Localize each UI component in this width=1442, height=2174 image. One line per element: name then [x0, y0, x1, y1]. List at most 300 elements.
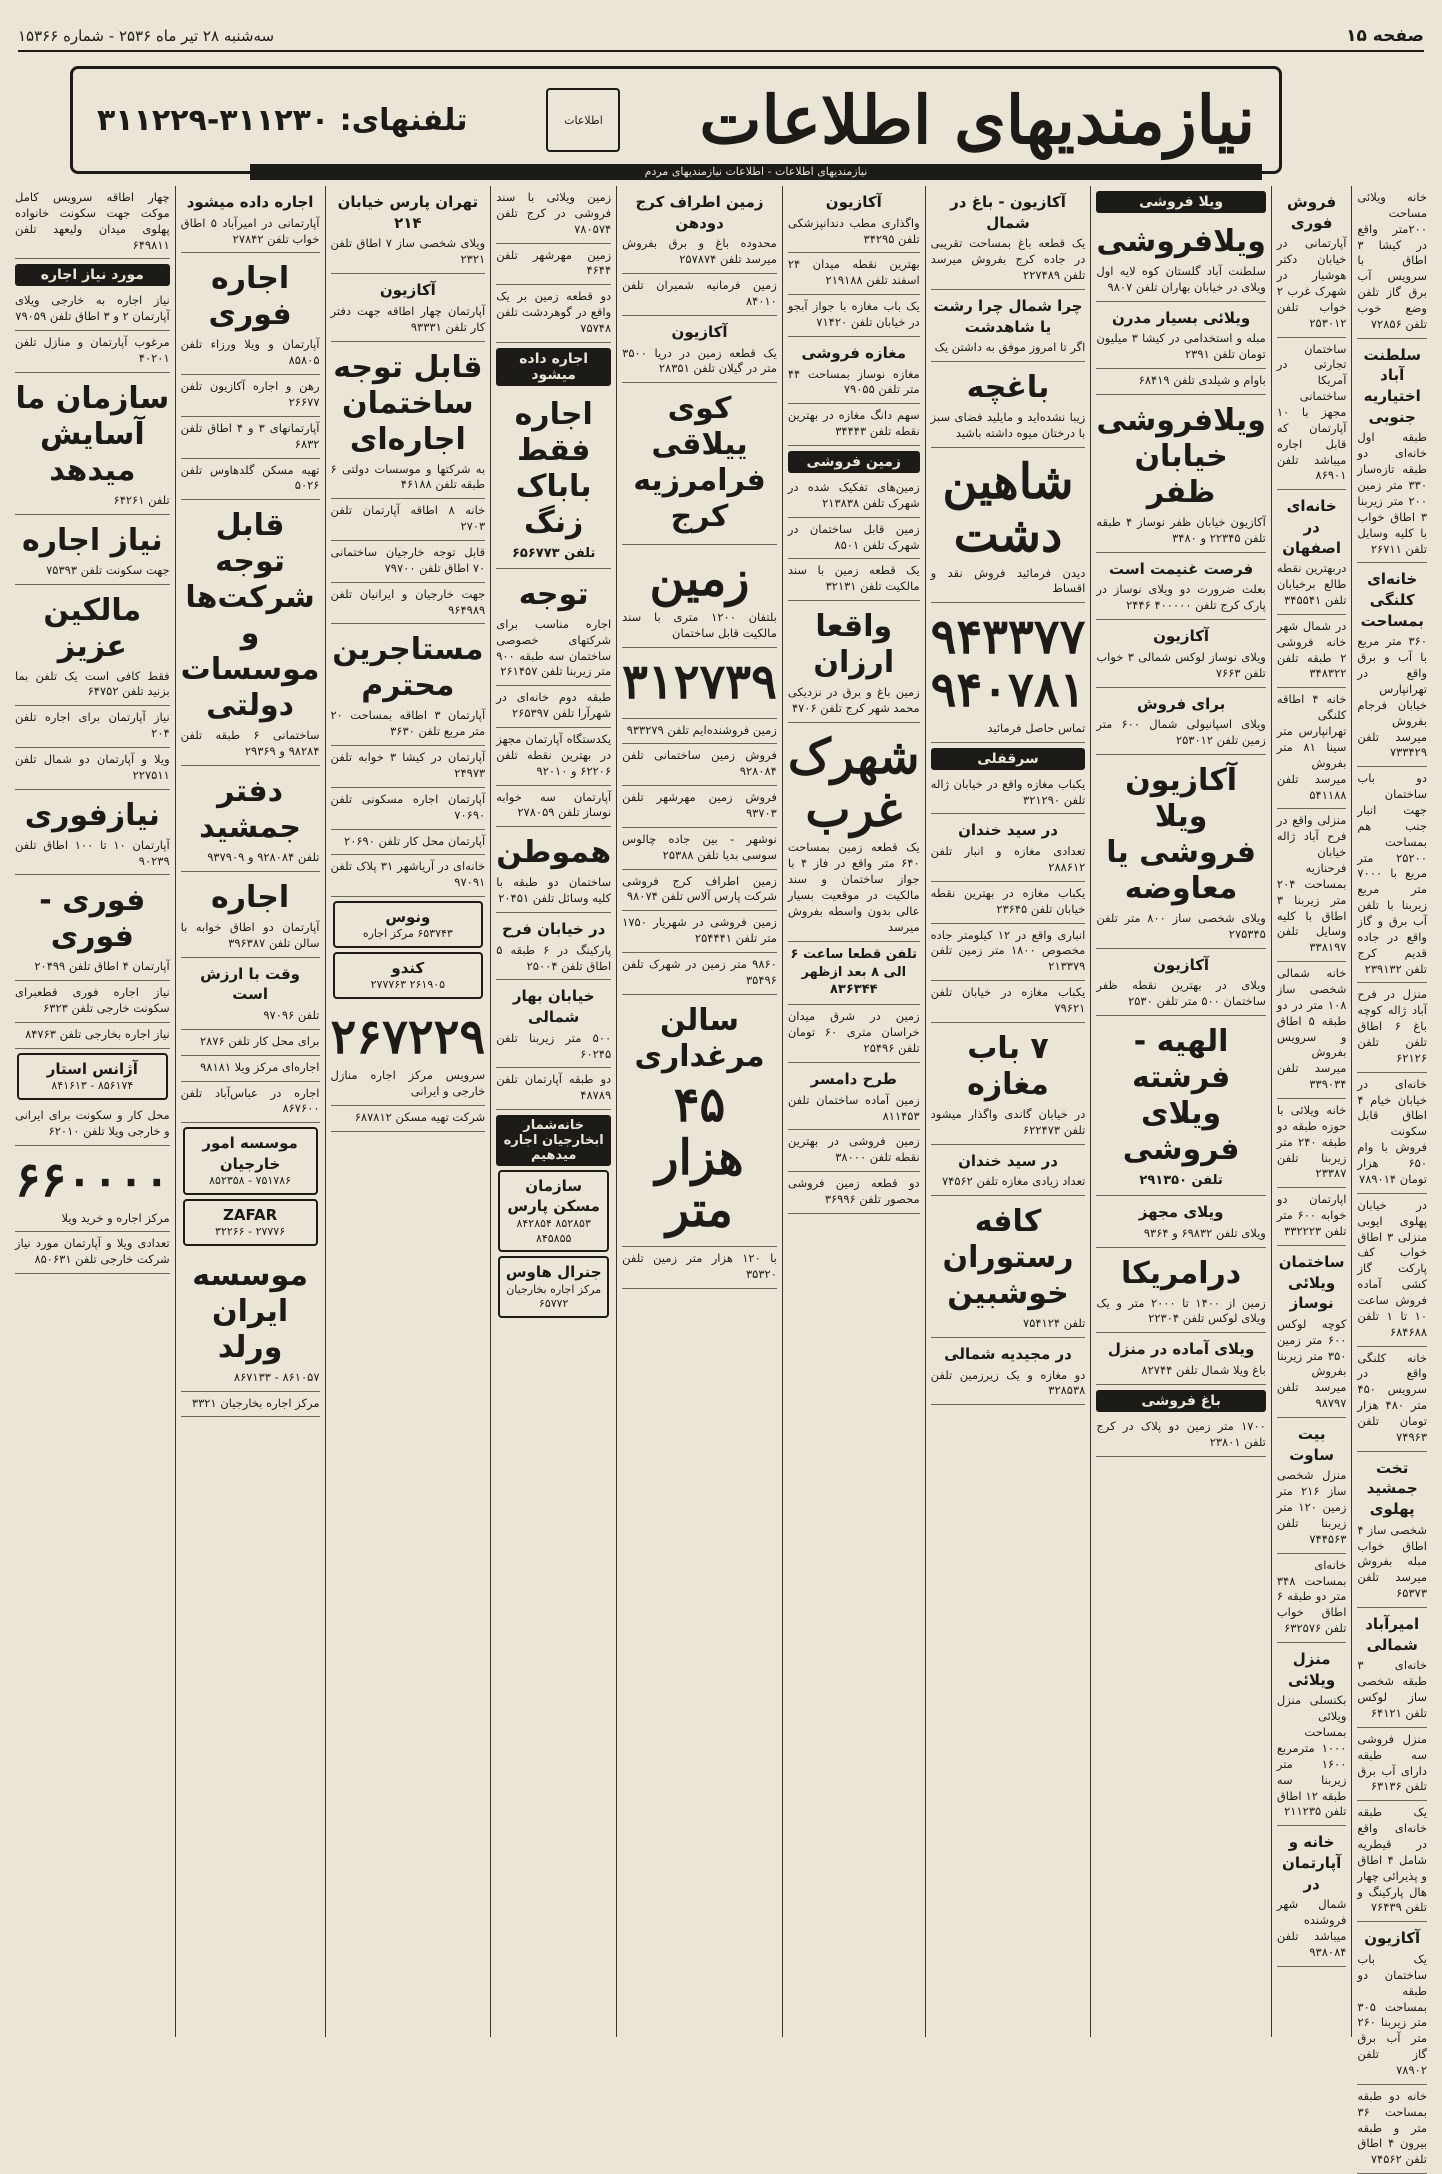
classified-ad: [1277, 186, 1347, 338]
ad-headline: در خیابان فرح: [501, 919, 606, 938]
ad-body: منزل شخصی ساز ۲۱۶ متر زمین ۱۲۰ متر زیربنا تلفن ۷۴۴۵۶۳: [1276, 1468, 1347, 1546]
ad-big-headline: قابل توجه ساختمان اجاره‌ای: [333, 349, 483, 457]
ad-body: اجاره‌ای مرکز ویلا ۹۸۱۸۱: [200, 1059, 320, 1074]
ad-body: واگذاری مطب دندانپزشکی تلفن ۳۴۲۹۵: [787, 215, 920, 246]
ad-body: آپارتمانهای ۳ و ۴ اطاق تلفن ۶۸۳۲: [180, 420, 320, 451]
ad-big-headline: نیازفوری: [24, 797, 160, 833]
ad-body: ۸۶۱۰۵۷ - ۸۶۷۱۳۳: [233, 1369, 320, 1384]
ad-body: شمال شهر فروشنده میباشد تلفن ۹۳۸۰۸۴: [1276, 1897, 1347, 1959]
box-ad-title: موسسه امور خارجیان: [202, 1134, 298, 1173]
box-ad-title: آژانس استار: [46, 1059, 138, 1078]
classified-ad: [15, 1104, 170, 1146]
classified-ad: [1357, 983, 1427, 1072]
classified-ad: [331, 746, 486, 788]
classified-ad: [1096, 949, 1266, 1016]
classified-ad: [1096, 302, 1266, 369]
classified-ad: [1357, 1801, 1427, 1922]
ad-body: خانه‌ای ۳ طبقه شخصی ساز لوکس تلفن ۶۴۱۲۱: [1357, 1658, 1427, 1720]
page-number: صفحه ۱۵: [1346, 26, 1424, 46]
ad-body: دربهترین نقطه طالع برخیابان تلفن ۳۴۵۵۴۱: [1276, 561, 1347, 608]
ad-body: خانه دو طبقه بمساحت ۳۶ متر و طبقه بیرون ۴ اطاق تلفن ۷۴۵۶۲: [1357, 2088, 1427, 2167]
classified-ad: [331, 186, 486, 274]
ad-headline: خانه‌ای کلنگی بمساحت: [1360, 570, 1424, 630]
classified-ad: [15, 289, 170, 331]
ad-body: زمین باغ و برق در نزدیکی محمد شهر کرج تلفن ۴۷۰۶: [787, 685, 920, 715]
ad-headline: مغازه فروشی: [801, 343, 907, 362]
classified-ad: [181, 186, 320, 253]
ad-body: ۳۶۰ متر مربع با آب و برق واقع در تهرانپارس خیابان فرجام بفروش میرسد تلفن ۷۳۳۴۲۹: [1357, 634, 1427, 760]
classified-columns: [10, 186, 1432, 2167]
ad-body: تلفن ۹۷۰۹۶: [263, 1007, 320, 1022]
classified-ad: [1357, 1608, 1427, 1728]
classified-ad: [181, 766, 320, 872]
classified-ad: [331, 624, 486, 746]
ad-body: برای محل کار تلفن ۲۸۷۶: [200, 1033, 320, 1048]
classified-ad: [622, 648, 777, 719]
ad-body: انباری واقع در ۱۲ کیلومتر جاده مخصوص ۱۸۰۰ متر زمین تلفن ۲۱۳۳۷۹: [930, 927, 1086, 974]
ad-body: زمین فروشی در شهریار ۱۷۵۰ متر تلفن ۲۵۴۴۴۱: [622, 915, 777, 946]
ad-big-headline: کافه رستوران خوشبین: [942, 1204, 1074, 1312]
ad-body: بهترین نقطه میدان ۲۴ اسفند تلفن ۲۱۹۱۸۸: [787, 257, 920, 288]
classified-ad: [181, 417, 320, 459]
classified-ad: [496, 913, 611, 980]
ad-big-headline: درامریکا: [1121, 1255, 1242, 1291]
classified-ad: [15, 1146, 170, 1233]
ad-body: تلفن ۹۲۸۰۸۴ و ۹۳۷۹۰۹: [207, 850, 320, 864]
ad-body: اجاره مناسب برای شرکتهای خصوصی ساختمان سه طبقه ۹۰۰ متر زیربنا تلفن ۲۶۱۴۵۷: [496, 616, 612, 679]
classified-ad: [181, 872, 320, 958]
ad-body: یکباب مغازه در خیابان تلفن ۷۹۶۲۱: [930, 985, 1086, 1015]
ad-body: آپارتمان اجاره مسکونی تلفن ۷۰۶۹۰: [330, 791, 486, 822]
ad-display-text: ۶۶۰۰۰۰: [14, 1151, 170, 1208]
classified-ad: [1277, 809, 1347, 962]
ad-big-headline: قابل توجه شرکت‌ها و موسسات دولتی: [180, 508, 320, 724]
column-2: [1271, 186, 1352, 2037]
classified-ad: [622, 316, 777, 383]
classified-ad: [788, 1063, 920, 1130]
ad-body: رهن و اجاره آکازیون تلفن ۲۶۶۷۷: [180, 379, 320, 409]
ad-body: اپارتمان دو خوابه ۶۰۰ متر تلفن ۳۳۲۲۲۳: [1276, 1192, 1347, 1238]
ad-big-headline: فوری - فوری: [39, 883, 146, 955]
ad-big-headline: مستاجرین محترم: [332, 632, 484, 704]
ad-big-headline: واقعا ارزان: [813, 609, 895, 681]
ad-body: یک باب مغازه با جواز آبجو در خیابان تلفن ۷۱۴۲۰: [787, 299, 920, 329]
classified-ad: [931, 1196, 1086, 1338]
classified-ad: [15, 585, 170, 707]
ad-headline: سلطنت آباد اختیاریه جنوبی: [1363, 345, 1421, 426]
classified-ad: [181, 1392, 320, 1418]
ad-body: زیبا نشده‌اید و مایلید فضای سبز با درختان میوه داشته باشید: [930, 410, 1086, 441]
ad-big-headline: ویلافروشی: [1096, 224, 1266, 259]
classified-ad: [1277, 962, 1347, 1099]
ad-body: آپارتمان چهار اطاقه جهت دفتر کار تلفن ۹۳۳۳۱: [330, 303, 486, 334]
ad-body: جهت سکونت تلفن ۷۵۳۹۳: [46, 562, 170, 577]
ad-body: خانه ویلائی با حوزه طبقه دو طبقه ۲۴۰ متر زیربنا تلفن ۲۳۳۸۷: [1276, 1102, 1347, 1181]
ad-body: یک قطعه زمین با سند مالکیت تلفن ۳۲۱۳۱: [787, 563, 920, 594]
ad-display-text: شهرک غرب: [787, 728, 920, 838]
sub-banner: نیازمندیهای اطلاعات - اطلاعات نیازمندیهای مردم: [250, 164, 1262, 180]
section-heading: اجاره داده میشود: [496, 348, 611, 386]
classified-ad: [496, 827, 611, 913]
ad-big-headline: سالن مرغداری: [634, 1002, 765, 1074]
ad-body: آپارتمان ۳ اطاقه بمساحت ۲۰ متر مربع تلفن ۳۶۳۰: [330, 708, 486, 739]
ad-headline: تهران پارس خیابان ۲۱۴: [337, 193, 479, 232]
classified-ad: [622, 186, 777, 274]
classified-ad: [622, 995, 777, 1247]
section-heading: زمین فروشی: [788, 451, 920, 473]
ad-headline: آکازیون: [1153, 955, 1210, 974]
classified-ad: [1096, 1196, 1266, 1248]
ad-big-headline: توجه: [518, 576, 589, 612]
classified-ad: [496, 244, 611, 286]
ad-body: خانه ۸ اطاقه آپارتمان تلفن ۲۷۰۳: [330, 503, 486, 534]
ad-display-text: ۳۱۲۷۳۹: [622, 653, 777, 710]
classified-ad: [622, 786, 777, 828]
ad-headline: وقت با ارزش است: [200, 964, 300, 1004]
classified-ad: [1357, 1728, 1427, 1801]
masthead-title: نیازمندیهای اطلاعات: [699, 81, 1255, 159]
classified-ad: [1277, 615, 1347, 688]
classified-ad: [931, 773, 1086, 815]
issue-date: سه‌شنبه ۲۸ تیر ماه ۲۵۳۶ - شماره ۱۵۳۶۶: [18, 27, 275, 45]
classified-ad: [622, 744, 777, 786]
banner-heading: خانه‌شمار ابخارجیان اجاره میدهیم: [496, 1115, 611, 1166]
ad-body: ویلای در بهترین نقطه ظفر ساختمان ۵۰۰ متر تلفن ۲۵۳۰: [1096, 978, 1266, 1009]
ad-display-text: ۲۶۷۲۲۹: [330, 1009, 486, 1066]
classified-ad: [788, 601, 920, 723]
ad-body: خانه‌ای در خیابان خیام ۴ اطاق قابل سکونت فروش با وام ۶۵۰ هزار تومان ۷۸۹۰۱۴: [1357, 1076, 1427, 1186]
ad-big-headline: سازمان ما آسایش میدهد: [15, 380, 170, 488]
ad-headline: ویلای مجهز: [1138, 1202, 1224, 1221]
classified-ad: [496, 186, 611, 244]
classified-ad: [931, 362, 1086, 448]
ad-body: سرویس مرکز اجاره منازل خارجی و ایرانی: [330, 1068, 486, 1098]
ad-body: با ۱۲۰ هزار متر زمین تلفن ۳۵۳۲۰: [622, 1251, 777, 1281]
ad-body: باوام و شیلدی تلفن ۶۸۴۱۹: [1138, 373, 1266, 388]
box-ad-title: کندو: [391, 959, 425, 978]
classified-ad: [1357, 1073, 1427, 1194]
ad-body: یکباب مغازه در بهترین نقطه خیابان تلفن ۲۳۶۴۵: [930, 885, 1086, 916]
ad-headline: آکازیون: [825, 193, 882, 211]
classified-ad: [931, 882, 1086, 924]
classified-ad: [181, 375, 320, 417]
box-ad-title: ZAFAR: [223, 1205, 278, 1224]
classified-ad: [496, 786, 611, 828]
ad-headline: زمین اطراف کرج دودهن: [635, 193, 764, 232]
classified-ad: [788, 1130, 920, 1172]
classified-ad: [15, 706, 170, 748]
classified-ad: [331, 788, 486, 830]
classified-ad: [1096, 216, 1266, 302]
ad-body: زمین فروشنده‌ایم تلفن ۹۳۳۲۷۹: [626, 722, 777, 737]
ad-body: تلفن ۶۴۲۶۱: [113, 492, 170, 507]
classified-ad: [1357, 186, 1427, 339]
ad-headline: فرصت غنیمت است: [1109, 559, 1254, 578]
ad-body: ۸۵۲۸۵۳ ۸۴۲۸۵۴ ۸۴۵۸۵۵: [516, 1216, 591, 1245]
ad-body: نیاز آپارتمان برای اجاره تلفن ۲۰۴: [14, 710, 170, 741]
classified-ad: [1096, 755, 1266, 949]
classified-ad: [788, 253, 920, 295]
classified-ad: [931, 814, 1086, 881]
ad-headline: خانه‌ای در اصفهان: [1282, 497, 1342, 557]
ad-body: زمین از ۱۴۰۰ تا ۲۰۰۰ متر و یک ویلای لوکس تلفن ۲۲۳۰۴: [1096, 1295, 1266, 1326]
ad-headline: فروش فوری: [1287, 193, 1337, 232]
column-6: [616, 186, 782, 2037]
ad-big-headline: الهیه - فرشته ویلای فروشی: [1122, 1024, 1240, 1168]
ad-headline: بیت ساوت: [1289, 1425, 1335, 1464]
classified-ad: [1096, 369, 1266, 395]
ad-body: به شرکتها و موسسات دولتی ۶ طبقه تلفن ۴۶۱۸۸: [330, 461, 486, 492]
boxed-advertisement: [333, 901, 484, 948]
classified-ad: [181, 1082, 320, 1124]
ad-headline: آکازیون: [671, 322, 728, 341]
classified-ad: [931, 1145, 1086, 1197]
classified-ad: [181, 1030, 320, 1056]
ad-big-headline: ۷ باب مغازه: [967, 1030, 1049, 1102]
column-7: [490, 186, 616, 2037]
classified-ad: [788, 1005, 920, 1063]
ad-headline: ساختمان ویلائی نوساز: [1278, 1252, 1345, 1313]
classified-ad: [622, 953, 777, 995]
classified-ad: [622, 1247, 777, 1289]
ad-body: آپارتمان دو اطاق خوابه با سالن تلفن ۳۹۶۳۸۷: [180, 919, 320, 950]
ad-body: ۹۸۶۰ متر زمین در شهرک تلفن ۳۵۴۹۶: [622, 956, 777, 987]
classified-ad: [1357, 563, 1427, 767]
ad-body: ۶۵۳۷۴۳ مرکز اجاره: [362, 927, 453, 941]
classified-ad: [1096, 688, 1266, 755]
ad-headline: ویلای آماده در منزل: [1107, 1340, 1255, 1359]
classified-ad: [181, 459, 320, 501]
classified-ad: [1277, 1099, 1347, 1188]
classified-ad: [788, 723, 920, 942]
ad-body: فروش زمین ساختمانی تلفن ۹۲۸۰۸۴: [622, 748, 777, 779]
ad-body: کوچه لوکس ۶۰۰ متر زمین ۳۵۰ متر زیربنا بفروش میرسد تلفن ۹۸۷۹۷: [1276, 1316, 1347, 1411]
ad-body: ۲۷۷۷۶ - ۳۲۲۶۶: [215, 1224, 286, 1238]
boxed-advertisement: [498, 1170, 609, 1252]
classified-ad: [788, 337, 920, 404]
ad-body: ۱۷۰۰ متر زمین دو پلاک در کرج تلفن ۲۳۸۰۱: [1096, 1418, 1266, 1449]
ad-body: زمین قابل ساختمان در شهرک تلفن ۸۵۰۱: [787, 521, 920, 552]
classified-ad: [1357, 2085, 1427, 2174]
classified-ad: [181, 1250, 320, 1392]
ad-big-headline: مالکین عزیز: [43, 592, 142, 664]
ad-body: زمین مهرشهر تلفن ۴۶۴۴: [496, 247, 612, 278]
classified-ad: [622, 870, 777, 912]
classified-ad: [788, 476, 920, 518]
ad-body: ۵۰۰ متر زیربنا تلفن ۶۰۲۴۵: [496, 1030, 612, 1061]
ad-body: مرغوب آپارتمان و منازل تلفن ۴۰۲۰۱: [14, 335, 170, 366]
classified-ad: [15, 186, 170, 259]
column-3: [1090, 186, 1271, 2037]
classified-ad: [788, 186, 920, 253]
ad-big-headline: هموطن: [496, 835, 612, 871]
classified-ad: [1096, 620, 1266, 687]
classified-ad: [331, 342, 486, 500]
classified-ad: [1277, 338, 1347, 491]
ad-body: ویلای اسپانیولی شمال ۶۰۰ متر زمین تلفن ۲۵۳۰۱۲: [1096, 717, 1266, 748]
ad-body: تعدادی ویلا و آپارتمان مورد نیاز شرکت خارجی تلفن ۸۵۰۶۳۱: [14, 1236, 170, 1267]
ad-body: تلفن ۷۵۴۱۲۴: [1023, 1316, 1086, 1331]
classified-ad: [788, 518, 920, 560]
classified-ad: [788, 1172, 920, 1214]
classified-ad: [15, 981, 170, 1023]
classified-ad: [1277, 688, 1347, 809]
ad-body: آپارتمان در کیشا ۳ خوابه تلفن ۲۴۹۷۳: [330, 750, 486, 780]
classified-ad: [15, 373, 170, 515]
ad-body: نوشهر - بین جاده چالوس سوسی بدیا تلفن ۲۵۳۸۸: [622, 831, 777, 862]
ad-body: جهت خارجیان و ایرانیان تلفن ۹۶۴۹۸۹: [330, 586, 486, 617]
ad-body: ۷۵۱۷۸۶ - ۸۵۲۳۵۸: [209, 1173, 292, 1187]
classified-ad: [181, 1056, 320, 1082]
classified-ad: [622, 383, 777, 545]
ad-headline: آکازیون - باغ در شمال: [950, 193, 1066, 232]
ad-body: ساختمانی ۶ طبقه تلفن ۹۸۲۸۴ و ۲۹۳۶۹: [180, 728, 320, 759]
classified-ad: [1357, 1194, 1427, 1347]
classified-ad: [788, 295, 920, 337]
classified-ad: [15, 748, 170, 790]
ad-body: دو قطعه زمین بر یک واقع در گوهردشت تلفن ۷۵۷۴۸: [496, 289, 612, 336]
classified-ad: [1357, 1347, 1427, 1452]
classified-ad: [331, 855, 486, 897]
masthead: [70, 66, 1282, 174]
ad-body: یکدستگاه آپارتمان مجهز در بهترین نقطه تلفن ۶۲۲۰۶ و ۹۲۰۱۰: [496, 731, 612, 778]
classified-ad: [496, 1068, 611, 1110]
column-5: [782, 186, 925, 2037]
classified-ad: [496, 389, 611, 569]
ad-body: ویلا و آپارتمان دو شمال تلفن ۲۲۷۵۱۱: [14, 752, 170, 782]
ad-body: آپارتمان محل کار تلفن ۲۰۶۹۰: [344, 833, 486, 848]
ad-body: نیاز اجاره به خارجی ویلای آپارتمان ۲ و ۳ اطاق تلفن ۷۹۰۵۹: [14, 293, 170, 324]
classified-ad: [1277, 1643, 1347, 1826]
ad-headline: اجاره داده میشود: [186, 193, 314, 211]
ad-body: منزل در فرح آباد ژاله کوچه باغ ۶ اطاق تلفن تلفن ۶۲۱۲۶: [1357, 987, 1427, 1065]
ad-display-text: ۴۵ هزار متر: [655, 1076, 744, 1239]
classified-ad: [622, 545, 777, 648]
box-ad-title: ونوس: [385, 908, 431, 927]
ad-body: در خیابان پهلوی ایوبی منزلی ۳ اطاق خواب کف پارکت گاز کشی آماده فروش ساعت ۱۰ تا ۱ تلفن ۶۸۴۶۸۸: [1357, 1197, 1427, 1339]
classified-ad: [1096, 1016, 1266, 1196]
classified-ad: [788, 404, 920, 446]
ad-body: خانه ویلائی مساحت ۲۰۰متر واقع در کیشا ۳ اطاق با سرویس آب برق گاز تلفن وضع خوب تلفن ۷۲۸۵۶: [1357, 190, 1427, 331]
section-heading: باغ فروشی: [1096, 1390, 1266, 1412]
ad-body: مبله و استخدامی در کیشا ۳ میلیون تومان تلفن ۲۳۹۱: [1096, 331, 1266, 362]
ad-display-text: شاهین دشت: [942, 453, 1074, 563]
ad-body: مرکز اجاره بخارجیان ۳۳۲۱: [191, 1395, 320, 1410]
classified-ad: [1357, 339, 1427, 564]
ad-headline: چرا شمال چرا رشت یا شاهدشت: [933, 296, 1083, 336]
ad-body: شخصی ساز ۴ اطاق خواب مبله بفروش میرسد تلفن ۶۵۳۷۳: [1357, 1522, 1427, 1601]
classified-ad: [1277, 1188, 1347, 1246]
ad-body: خانه کلنگی واقع در سرویس ۴۵۰ متر ۴۸۰ هزار تومان تلفن ۷۴۹۶۳: [1357, 1350, 1427, 1444]
classified-ad: [331, 274, 486, 341]
ad-big-headline: باغچه: [966, 370, 1050, 406]
ad-body: آکازیون خیابان ظفر نوساز ۴ طبقه تلفن ۲۲۳۴۵ و ۳۴۸۰: [1096, 514, 1266, 545]
newspaper-emblem-icon: [546, 88, 620, 152]
classified-ad: [1277, 490, 1347, 615]
classified-ad: [496, 285, 611, 343]
ad-body: دو مغازه و یک زیرزمین تلفن ۳۲۸۵۳۸: [930, 1367, 1086, 1398]
ad-body: آپارتمان ۴ اطاق تلفن ۲۰۴۹۹: [34, 959, 170, 974]
classified-ad: [331, 1003, 486, 1106]
ad-body: نیاز اجاره فوری قطعبرای سکونت خارجی تلفن ۶۳۲۳: [14, 985, 170, 1016]
classified-ad: [931, 1023, 1086, 1145]
emblem-text: اطلاعات: [564, 113, 603, 127]
classified-ad: [622, 274, 777, 316]
column-9: [175, 186, 325, 2037]
ad-body: آپارتمان و ویلا ورزاء تلفن ۸۵۸۰۵: [180, 337, 320, 368]
ad-body: تماس حاصل فرمائید: [987, 720, 1086, 735]
classified-ad: [496, 728, 611, 786]
column-4: [925, 186, 1091, 2037]
ad-headline: برای فروش: [1136, 694, 1226, 713]
classified-ad: [331, 1106, 486, 1132]
classified-ad: [1096, 395, 1266, 553]
classified-ad: [1277, 1554, 1347, 1643]
classified-ad: [496, 686, 611, 728]
ad-body: طبقه دوم خانه‌ای در شهرآرا تلفن ۲۶۵۳۹۷: [496, 690, 612, 721]
ad-phone: تلفن ۶۵۶۷۷۳: [511, 545, 596, 561]
ad-big-headline: نیاز اجاره: [22, 522, 163, 558]
ad-body: خانه شمالی شخصی ساز ۱۰۸ متر در دو طبقه ۵ اطاق و سرویس بفروش میرسد تلفن ۳۳۹۰۳۴: [1276, 966, 1347, 1092]
classified-ad: [331, 499, 486, 541]
section-heading: ویلا فروشی: [1096, 191, 1266, 213]
classified-ad: [331, 830, 486, 856]
boxed-advertisement: [498, 1256, 609, 1318]
classified-ad: [931, 186, 1086, 290]
ad-headline: ویلائی بسیار مدرن: [1111, 308, 1251, 327]
classified-ad: [15, 1023, 170, 1049]
ad-body: ۲۶۱۹۰۵ ۲۷۷۷۶۳: [370, 978, 446, 992]
ad-body: ۸۵۶۱۷۴ - ۸۴۱۶۱۳: [51, 1079, 134, 1093]
ad-body: منزلی واقع در فرح آباد ژاله خیابان فرحنازیه بمساحت ۲۰۴ متر زیربنا ۳ اطاق با کلیه وسایل تلفن ۳۳۸۱۹۷: [1276, 813, 1347, 955]
ad-body: یک قطعه زمین در دریا ۳۵۰۰ متر در گیلان تلفن ۲۸۳۵۱: [622, 345, 777, 376]
ad-body: قابل توجه خارجیان ساختمانی ۷۰ اطاق تلفن ۷۹۷۰۰: [330, 544, 486, 575]
ad-body: یک طبقه خانه‌ای واقع در قیطریه شامل ۴ اطاق و پذیرائی چهار هال پارکینگ و تلفن ۷۶۴۳۹: [1357, 1805, 1427, 1915]
boxed-advertisement: [17, 1053, 168, 1100]
classified-ad: [15, 1232, 170, 1274]
ad-body: زمین اطراف کرج فروشی شرکت پارس آلاس تلفن ۹۸۰۷۴: [622, 873, 777, 904]
ad-body: مرکز اجاره و خرید ویلا: [61, 1210, 170, 1225]
classified-ad: [788, 559, 920, 601]
ad-body: زمین‌های تفکیک شده در شهرک تلفن ۲۱۳۸۳۸: [787, 479, 920, 510]
ad-body: دو باب ساختمان جهت انبار جنب هم بمساحت ۲۵۲۰۰ متر مربع با ۷۰۰۰ متر مربع زیربنا با تلفن آب برق و گاز واقع در جاده قدیم کرج تلفن ۲۳۹۱۳۲: [1357, 771, 1427, 976]
ad-body: زمین ویلائی با سند فروشی در کرج تلفن ۷۸۰۵۷۴: [496, 190, 612, 236]
ad-body: یک قطعه زمین بمساحت ۶۴۰ متر واقع در فاز ۴ با جواز ساختمان و سند مالکیت در موقعیت بسیار عالی بدون واسطه بفروش میرسد: [787, 840, 920, 934]
ad-body: سلطنت آباد گلستان کوه لایه اول ویلای در خیابان بهاران تلفن ۹۸۰۷: [1096, 264, 1266, 294]
ad-phone: تلفن ۲۹۱۳۵۰: [1139, 1173, 1223, 1189]
ad-big-headline: آکازیون ویلا فروشی یا معاوضه: [1106, 762, 1256, 906]
ad-headline: آکازیون: [1153, 627, 1210, 646]
ad-display-text: زمین: [649, 551, 750, 608]
ad-body: ویلای تلفن ۶۹۸۳۲ و ۹۳۶۴: [1143, 1225, 1266, 1240]
ad-body: بعلت ضرورت دو ویلای نوساز در پارک کرج تلفن ۴۰۰۰۰۰ ۲۴۴۶: [1096, 582, 1266, 613]
ad-body: خانه‌ای در آریاشهر ۳۱ پلاک تلفن ۹۷۰۹۱: [330, 859, 486, 890]
ad-body: سهم دانگ مغازه در بهترین نقطه تلفن ۳۴۴۴۳: [787, 408, 920, 439]
masthead-phones: تلفنهای: ۳۱۱۲۳۰-۳۱۱۲۲۹: [97, 102, 468, 138]
ad-body: بکنسلی منزل ویلائی بمساحت ۱۰۰۰ مترمربع ۱۶۰۰ متر زیربنا سه طبقه ۱۲ اطاق تلفن ۲۱۱۲۳۵: [1276, 1693, 1347, 1819]
ad-body: ویلای شخصی ساز ۸۰۰ متر تلفن ۲۷۵۳۴۵: [1096, 910, 1266, 941]
ad-headline: در مجیدیه شمالی: [944, 1344, 1072, 1363]
ad-phone: تلفن قطعا ساعت ۶ الی ۸ بعد ازظهر ۸۳۶۳۴۴: [790, 946, 917, 998]
ad-body: باغ ویلا شمال تلفن ۸۲۷۴۴: [1141, 1362, 1266, 1377]
ad-body: تعداد زیادی مغازه تلفن ۷۴۵۶۲: [941, 1174, 1086, 1189]
classified-ad: [931, 290, 1086, 362]
ad-body: ساختمان تجارتی در آمریکا ساختمانی مجهز با ۱۰ آپارتمان که قابل اجاره میباشد تلفن ۸۶۹۰۱: [1276, 341, 1347, 483]
ad-body: نیاز اجاره بخارجی تلفن ۸۴۷۶۳: [25, 1027, 170, 1042]
ad-body: آپارتمان ۱۰ تا ۱۰۰ اطاق تلفن ۹۰۲۳۹: [14, 837, 170, 868]
ad-body: بلتفان ۱۲۰۰ متری با سند مالکیت قابل ساختمان: [622, 610, 777, 640]
ad-body: شرکت تهیه مسکن ۶۸۷۸۱۲: [354, 1109, 486, 1124]
